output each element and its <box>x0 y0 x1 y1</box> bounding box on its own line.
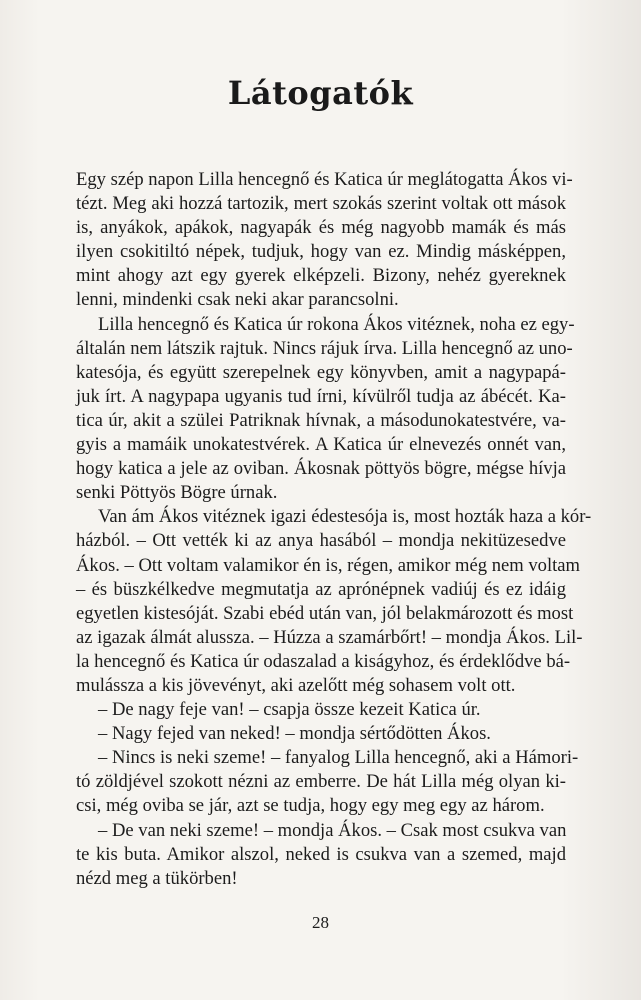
text-line: – De nagy feje van! – csapja össze kezeit Katica úr. <box>98 699 481 721</box>
text-line: tézt. Meg aki hozzá tartozik, mert szokás szerint voltak ott mások <box>76 193 566 215</box>
text-line: nézd meg a tükörben! <box>76 867 238 889</box>
text-line: általán nem látszik rajtuk. Nincs rájuk írva. Lilla hencegnő az uno- <box>76 337 573 359</box>
text-line: csi, még oviba se jár, azt se tudja, hogy egy meg egy az három. <box>76 795 545 817</box>
page-number: 28 <box>312 913 329 932</box>
text-line: tó zöldjével szokott nézni az emberre. De hát Lilla még olyan ki- <box>76 771 566 793</box>
text-line: lenni, mindenki csak neki akar parancsolni. <box>76 289 399 311</box>
text-line: ilyen csokitiltó népek, tudjuk, hogy van ez. Mindig másképpen, <box>76 241 566 263</box>
text-line: la hencegnő és Katica úr odaszalad a kiságyhoz, és érdeklődve bá- <box>76 650 571 672</box>
text-line: gyis a mamáik unokatestvérek. A Katica úr elnevezés onnét van, <box>76 434 566 456</box>
text-line: Van ám Ákos vitéznek igazi édestesója is, most hozták haza a kór- <box>98 506 592 528</box>
text-line: – Nagy fejed van neked! – mondja sértődötten Ákos. <box>98 723 491 745</box>
text-line: mulássza a kis jövevényt, aki azelőtt még sohasem volt ott. <box>76 674 516 696</box>
text-line: katesója, és együtt szerepelnek egy könyvben, amit a nagypapá- <box>76 361 566 383</box>
text-line: juk írt. A nagypapa ugyanis tud írni, kívülről tudja az ábécét. Ka- <box>76 385 566 407</box>
text-line: – Nincs is neki szeme! – fanyalog Lilla hencegnő, aki a Hámori- <box>98 747 579 769</box>
text-line: mint ahogy azt egy gyerek elképzeli. Bizony, nehéz gyereknek <box>76 265 566 287</box>
body-text <box>76 168 592 891</box>
text-line: házból. – Ott vették ki az anya hasából – mondja nekitüzesedve <box>76 530 566 552</box>
text-line: hogy katica a jele az oviban. Ákosnak pöttyös bögre, mégse hívja <box>76 458 566 480</box>
text-line: Egy szép napon Lilla hencegnő és Katica úr meglátogatta Ákos vi- <box>76 169 573 190</box>
text-line: Ákos. – Ott voltam valamikor én is, régen, amikor még nem voltam <box>76 554 580 576</box>
chapter-title: Látogatók <box>227 74 414 112</box>
text-line: Lilla hencegnő és Katica úr rokona Ákos vitéznek, noha ez egy- <box>98 313 575 335</box>
text-line: – és büszkélkedve megmutatja az aprónépnek vadiúj és ez idáig <box>76 578 566 600</box>
text-line: senki Pöttyös Bögre úrnak. <box>76 482 278 504</box>
text-line: is, anyákok, apákok, nagyapák és még nagyobb mamák és más <box>76 217 566 239</box>
text-line: – De van neki szeme! – mondja Ákos. – Csak most csukva van <box>98 819 567 841</box>
text-line: tica úr, akit a szülei Patriknak hívnak, a másodunokatestvére, va- <box>76 409 566 431</box>
text-line: az igazak álmát alussza. – Húzza a szamárbőrt! – mondja Ákos. Lil- <box>76 626 583 648</box>
text-line: egyetlen kistesóját. Szabi ebéd után van, jól belakmározott és most <box>76 602 574 624</box>
text-line: te kis buta. Amikor alszol, neked is csukva van a szemed, majd <box>76 843 566 865</box>
